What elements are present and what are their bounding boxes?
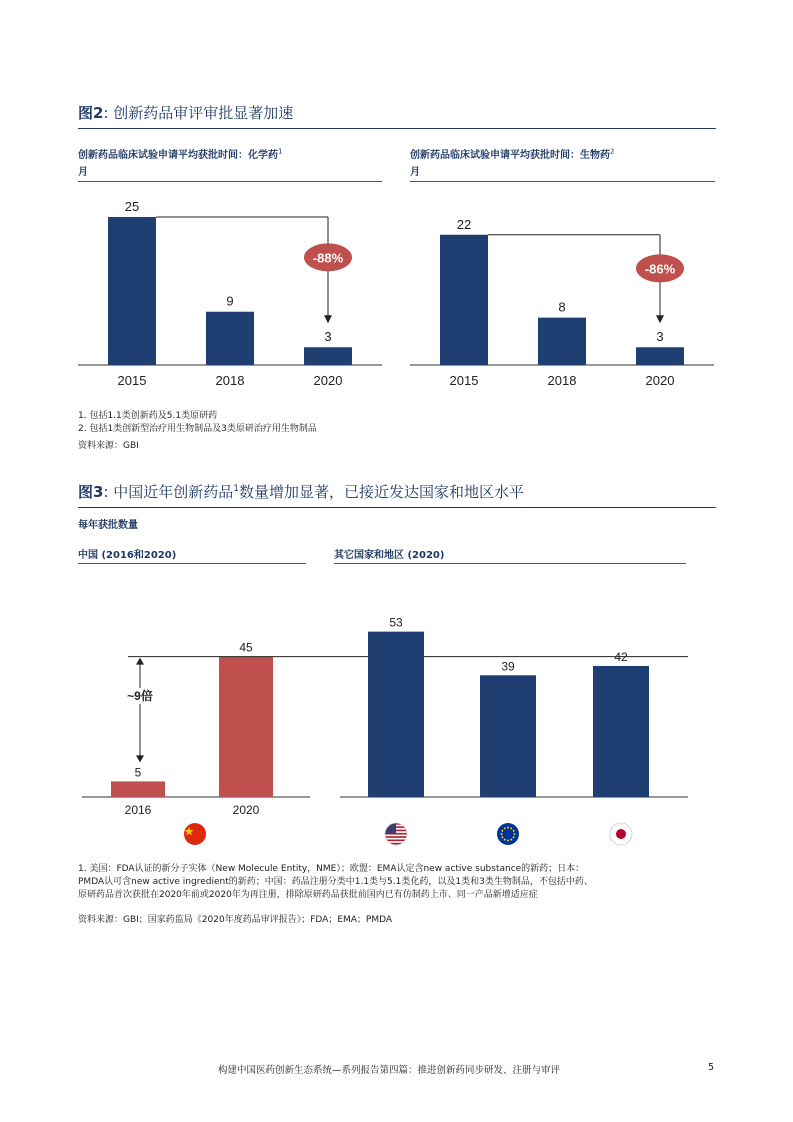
other-bar-eu-flag [480,675,536,797]
bio-chart-title-text: 创新药品临床试验申请平均获批时间：生物药 [410,150,610,161]
bio-x-tick: 2020 [645,373,675,388]
us-flag-stripe [385,840,407,842]
china-value-label: 5 [134,765,142,780]
chem-arrow-head [324,315,332,323]
eu-flag-star [501,836,503,838]
chem-bar-2018 [206,312,254,365]
growth-label: ~9倍 [127,689,153,703]
figure-3-rule [78,507,716,508]
chem-chart-unit: 月 [78,167,88,178]
figure-3-notes [78,863,593,927]
bio-arrow-head [656,315,664,323]
eu-flag-star [504,827,506,829]
bio-value-label: 8 [558,299,566,315]
chem-chart [78,190,388,395]
other-value-label: 42 [614,649,628,664]
bio-value-label: 3 [656,329,664,345]
figure-3-source: 资料来源：GBI；国家药监局《2020年度药品审评报告》；FDA；EMA；PMDA [78,915,393,925]
eu-flag-star [504,839,506,841]
other-bar-japan-flag [593,666,649,797]
eu-flag-star [501,833,503,835]
eu-flag-star [510,839,512,841]
figure-2-note-2: 2. 包括1类创新型治疗用生物制品及3类原研治疗用生物制品 [78,424,317,434]
chem-value-label: 25 [124,199,140,214]
chem-bar-2015 [108,217,156,365]
page-number: 5 [708,1062,715,1073]
figure-3-note-2: PMDA认可含new active ingredient的新药；中国：药品注册分类中1.1类与5.1类化药，以及1类和3类生物制品，不包括中药、 [78,877,593,887]
figure-3-note-1: 1. 美国：FDA认证的新分子实体（New Molecule Entity，NME）；欧盟：EMA认定含new active substance的新药；日本： [78,864,585,874]
chem-chart-footnote-mark: 1 [278,147,283,156]
chem-value-label: 3 [324,329,332,345]
chem-value-label: 9 [226,293,234,309]
eu-flag-star [507,840,509,842]
figure-2-source: 资料来源：GBI [78,441,139,451]
figure-2-title [78,102,293,123]
bio-chart-footnote-mark: 2 [610,147,615,156]
china-bar-2016 [111,781,165,797]
bio-chart-unit: 月 [410,167,420,178]
other-bar-us-flag [368,632,424,797]
china-value-label: 45 [239,640,253,655]
chem-chart-title [78,146,282,161]
figure-3-title [78,481,524,502]
chem-x-tick: 2020 [313,373,343,388]
chem-bar-2020 [304,347,352,365]
other-value-label: 39 [501,659,515,674]
bio-bar-2018 [538,318,586,365]
eu-flag-star [513,836,515,838]
us-flag-stripe [385,836,407,838]
growth-arrow-head-up [136,658,144,665]
bio-chart-title [410,146,614,161]
other-chart-title: 其它国家和地区 (2020) [334,550,445,561]
china-chart-header-rule [78,563,306,564]
figure-2-rule [78,128,716,129]
chem-change-label: -88% [312,250,344,266]
bio-chart-header-rule [410,181,715,182]
other-value-label: 53 [389,615,403,630]
us-flag-stripe [385,843,407,845]
bio-change-label: -86% [644,261,676,277]
figure-3-note-3: 原研药品首次获批在2020年前或2020年为再注册，排除原研药品获批前国内已有仿制药上市、同一产品新增适应症 [78,890,538,900]
figure-3-footnote-mark: 1 [233,484,239,494]
bio-x-tick: 2018 [547,373,577,388]
china-x-tick: 2020 [232,803,260,817]
chem-chart-header-rule [78,181,382,182]
chem-x-tick: 2018 [215,373,245,388]
bio-x-tick: 2015 [449,373,479,388]
eu-flag-star [507,827,509,829]
china-x-tick: 2016 [124,803,152,817]
approvals-chart [78,570,718,855]
eu-flag-star [501,830,503,832]
growth-arrow-head-down [136,755,144,762]
bio-bar-2015 [440,235,488,365]
figure-2-notes [78,410,317,453]
eu-flag-icon [497,823,519,845]
eu-flag-star [514,833,516,835]
china-bar-2020 [219,657,273,797]
bio-value-label: 22 [456,216,472,232]
chem-x-tick: 2015 [117,373,147,388]
bio-chart [410,190,720,395]
eu-flag-star [510,827,512,829]
figure-3-title-text-a: : 中国近年创新药品 [103,483,234,501]
figure-3-number: 图3 [78,483,104,501]
china-chart-title: 中国 (2016和2020) [78,550,177,561]
figure-2-title-text: : 创新药品审评审批显著加速 [103,104,294,122]
page-footer-text: 构建中国医药创新生态系统—系列报告第四篇：推进创新药同步研发、注册与审评 [218,1065,561,1076]
figure-2-note-1: 1. 包括1.1类创新药及5.1类原研药 [78,411,218,421]
figure-3-section-label: 每年获批数量 [78,520,138,531]
figure-3-title-text-b: 数量增加显著，已接近发达国家和地区水平 [239,483,525,501]
eu-flag-star [513,830,515,832]
bio-bar-2020 [636,347,684,365]
chem-chart-title-text: 创新药品临床试验申请平均获批时间：化学药 [78,150,278,161]
figure-2-number: 图2 [78,104,104,122]
other-chart-header-rule [334,563,686,564]
japan-flag-disc [616,829,626,839]
